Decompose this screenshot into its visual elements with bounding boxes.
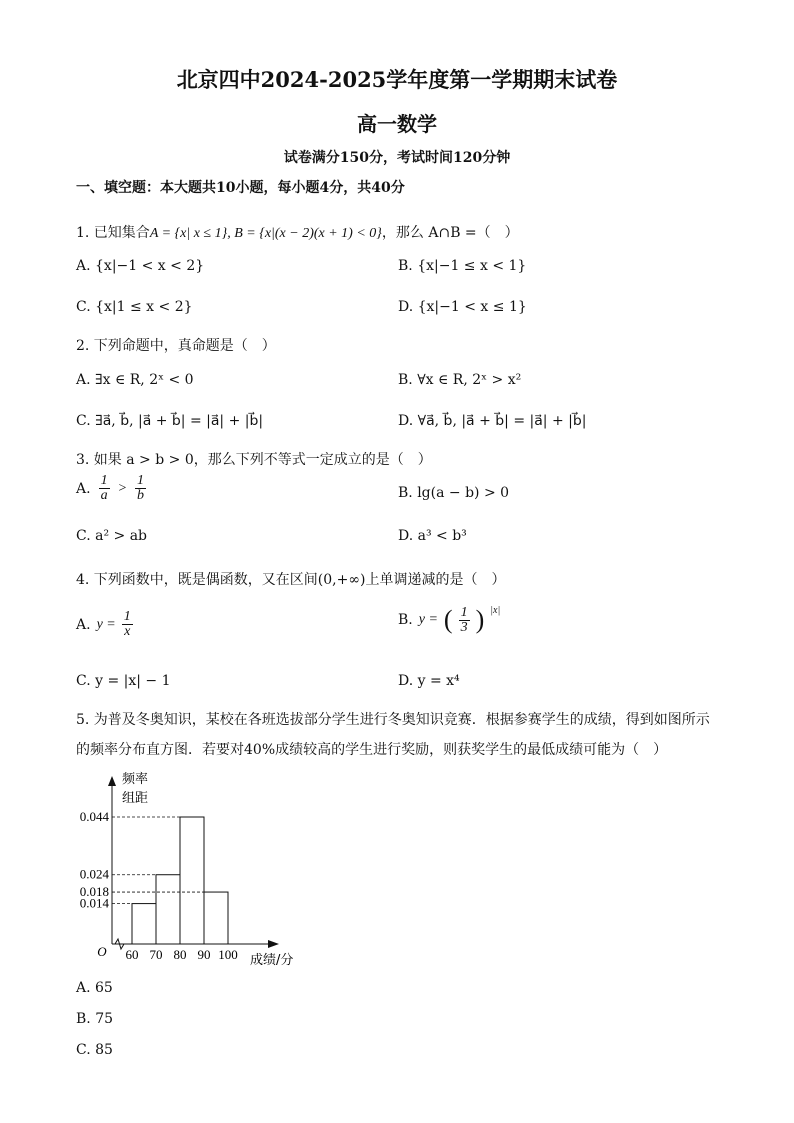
question-3-option-c: C. a² > ab <box>76 528 148 544</box>
y-label-bottom: 组距 <box>122 791 149 806</box>
question-4-option-a <box>76 610 133 639</box>
question-1-option-b: B. {x|−1 ≤ x < 1} <box>398 258 527 274</box>
question-2-option-b: B. ∀x ∈ R, 2ˣ > x² <box>398 372 522 388</box>
question-1-option-a: A. {x|−1 < x < 2} <box>76 258 205 274</box>
option-b-label: B. <box>398 612 413 628</box>
origin-label: O <box>97 944 107 959</box>
histogram-bar <box>156 875 180 944</box>
question-4-option-c: C. y = |x| − 1 <box>76 673 171 689</box>
question-5-option-c: C. 85 <box>76 1042 113 1058</box>
question-4-option-b <box>398 605 500 635</box>
question-3-option-d: D. a³ < b³ <box>398 528 467 544</box>
question-5-option-a: A. 65 <box>76 980 113 996</box>
option-b-lhs: y = <box>418 612 438 627</box>
y-tick-label: 0.018 <box>79 884 109 900</box>
question-2-option-d: D. ∀a⃗, b⃗, |a⃗ + b⃗| = |a⃗| + |b⃗| <box>398 413 587 429</box>
question-3-stem: 3. 如果 a > b > 0，那么下列不等式一定成立的是（ ） <box>76 452 432 468</box>
question-1-stem <box>76 222 519 242</box>
x-axis-arrow-icon <box>268 940 279 948</box>
fraction-1-over-a: $\frac{1}{a}$ <box>100 473 108 503</box>
histogram-bar <box>180 817 204 944</box>
histogram-bar <box>204 892 228 944</box>
option-a-label: A. <box>76 616 91 633</box>
y-axis-arrow-icon <box>108 776 116 786</box>
question-2-stem: 2. 下列命题中，真命题是（ ） <box>76 338 276 354</box>
right-paren: ) <box>475 605 485 634</box>
question-2-option-a: A. ∃x ∈ R, 2ˣ < 0 <box>76 372 194 388</box>
question-1-option-d: D. {x|−1 < x ≤ 1} <box>398 299 527 315</box>
frequency-histogram <box>70 766 310 971</box>
question-3-option-b: B. lg(a − b) > 0 <box>398 485 510 501</box>
question-4-stem: 4. 下列函数中，既是偶函数，又在区间(0,+∞)上单调递减的是（ ） <box>76 572 506 588</box>
x-tick-label: 70 <box>149 947 163 962</box>
histogram-bar <box>132 904 156 944</box>
exam-note: 试卷满分150分，考试时间120分钟 <box>283 150 511 166</box>
y-tick-label: 0.024 <box>79 866 109 882</box>
x-tick-label: 90 <box>197 947 211 962</box>
y-tick-label: 0.044 <box>79 809 109 824</box>
x-tick-label: 60 <box>125 947 139 962</box>
question-1-option-c: C. {x|1 ≤ x < 2} <box>76 299 193 315</box>
y-tick-label: 0.014 <box>79 895 109 911</box>
question-5-stem-line-1: 5. 为普及冬奥知识，某校在各班选拔部分学生进行冬奥知识竞赛．根据参赛学生的成绩，得到如图所示 <box>76 712 710 728</box>
question-1-stem-pre: 1. 已知集合 <box>76 225 150 241</box>
question-5-option-b: B. 75 <box>76 1011 114 1027</box>
fraction-1-over-b: $\frac{1}{b}$ <box>137 473 145 503</box>
fraction-1-over-3: $\frac{1}{3}$ <box>460 604 468 635</box>
question-1-stem-post: ，那么 A∩B =（ ） <box>381 225 519 241</box>
y-label-top: 频率 <box>122 772 149 787</box>
x-tick-label: 100 <box>218 947 238 962</box>
option-a-label: A. <box>76 480 91 497</box>
exam-subtitle: 高一数学 <box>357 112 437 136</box>
question-3-option-a <box>76 474 146 503</box>
fraction-1-over-x: $\frac{1}{x}$ <box>123 609 131 639</box>
option-a-lhs: y = <box>96 616 116 632</box>
question-1-stem-math: A = {x| x ≤ 1}, B = {x|(x − 2)(x + 1) < 0} <box>149 226 382 241</box>
x-label: 成绩/分 <box>250 953 294 968</box>
question-5-stem-line-2: 的频率分布直方图．若要对40%成绩较高的学生进行奖励，则获奖学生的最低成绩可能为（ ） <box>76 742 668 758</box>
greater-than-sign: > <box>117 480 128 496</box>
section-heading: 一、填空题：本大题共10小题，每小题4分，共40分 <box>76 180 405 196</box>
question-4-option-d: D. y = x⁴ <box>398 673 460 689</box>
x-tick-label: 80 <box>173 947 187 962</box>
question-2-option-c: C. ∃a⃗, b⃗, |a⃗ + b⃗| = |a⃗| + |b⃗| <box>76 413 264 429</box>
exam-title: 北京四中2024-2025学年度第一学期期末试卷 <box>176 67 618 92</box>
exponent-abs-x: |x| <box>490 604 501 616</box>
left-paren: ( <box>443 605 453 634</box>
